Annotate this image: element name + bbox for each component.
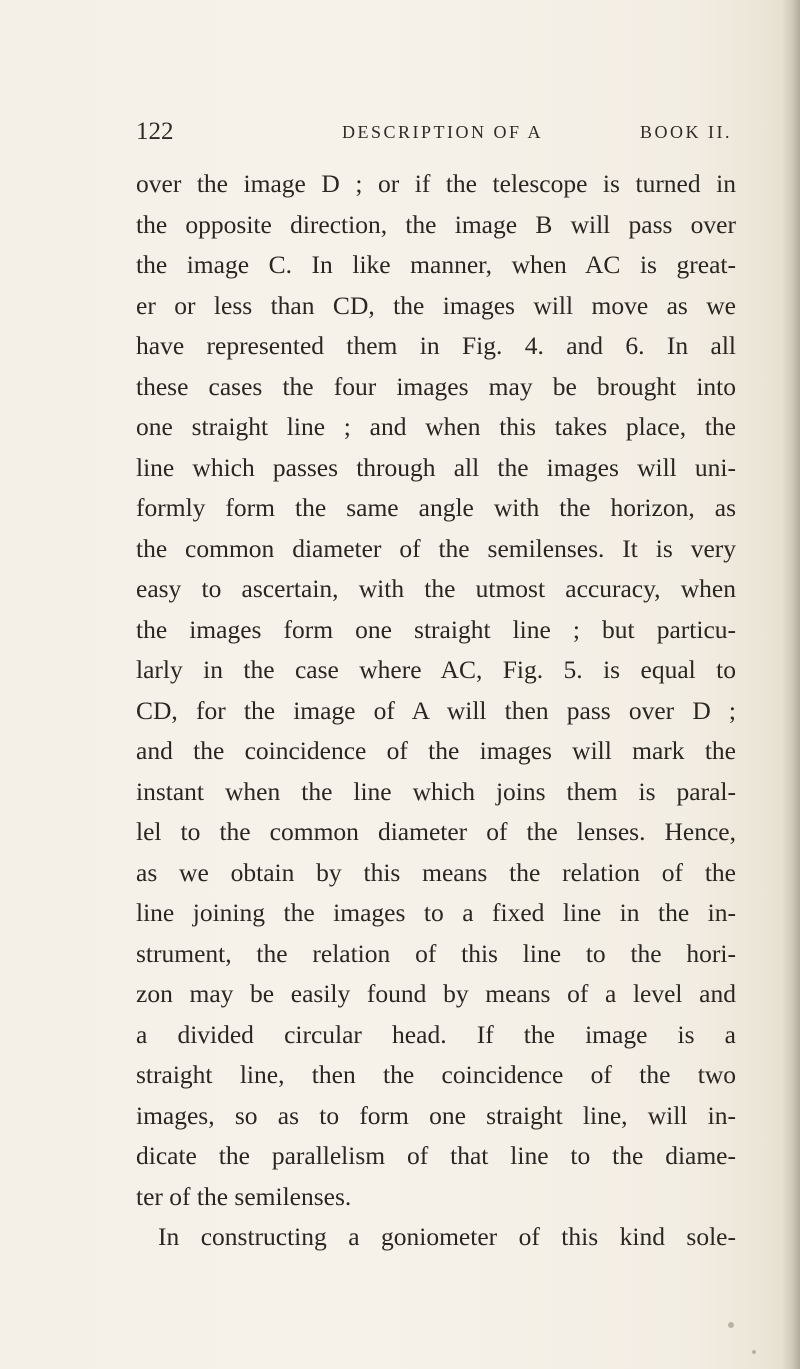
text-line: have represented them in Fig. 4. and 6. In all: [136, 331, 736, 360]
text-line: over the image D ; or if the telescope is turned in: [136, 169, 736, 198]
running-head: [136, 118, 736, 154]
text-line: one straight line ; and when this takes place, the: [136, 412, 736, 441]
text-line: straight line, then the coincidence of the two: [136, 1060, 736, 1089]
text-line: images, so as to form one straight line, will in-: [136, 1100, 736, 1130]
running-head-book: BOOK II.: [640, 122, 732, 142]
text-line: a divided circular head. If the image is a: [136, 1019, 736, 1049]
text-line: strument, the relation of this line to the hori-: [136, 938, 736, 968]
text-line: line which passes through all the images will uni-: [136, 452, 736, 482]
page-edge-shadow: [782, 0, 800, 1369]
text-line: lel to the common diameter of the lenses. Hence,: [136, 817, 736, 846]
running-head-title: DESCRIPTION OF A: [342, 122, 544, 142]
text-line: zon may be easily found by means of a level and: [136, 979, 736, 1008]
body-text: [136, 164, 736, 1258]
paper-speck: [752, 1350, 756, 1354]
text-line: In constructing a goniometer of this kind sole-: [158, 1222, 736, 1251]
text-line: these cases the four images may be brought into: [136, 371, 736, 401]
text-line: er or less than CD, the images will move as we: [136, 290, 736, 320]
text-line: easy to ascertain, with the utmost accuracy, when: [136, 574, 736, 603]
text-line: the opposite direction, the image B will pass over: [136, 209, 736, 239]
text-line: larly in the case where AC, Fig. 5. is equal to: [136, 655, 736, 684]
text-line: the common diameter of the semilenses. It is very: [136, 533, 736, 563]
text-line: dicate the parallelism of that line to the diame-: [136, 1141, 736, 1170]
page-number: 122: [136, 118, 174, 145]
text-line: the images form one straight line ; but particu-: [136, 614, 736, 644]
text-line: the image C. In like manner, when AC is great-: [136, 250, 736, 279]
text-line: CD, for the image of A will then pass over D ;: [136, 695, 736, 725]
text-line: as we obtain by this means the relation of the: [136, 857, 736, 887]
text-line: ter of the semilenses.: [136, 1181, 352, 1211]
paper-speck: [728, 1322, 734, 1328]
text-line: formly form the same angle with the horizon, as: [136, 493, 736, 522]
text-line: and the coincidence of the images will mark the: [136, 736, 736, 765]
text-line: instant when the line which joins them is paral-: [136, 776, 736, 806]
text-line: line joining the images to a fixed line in the in-: [136, 898, 736, 927]
